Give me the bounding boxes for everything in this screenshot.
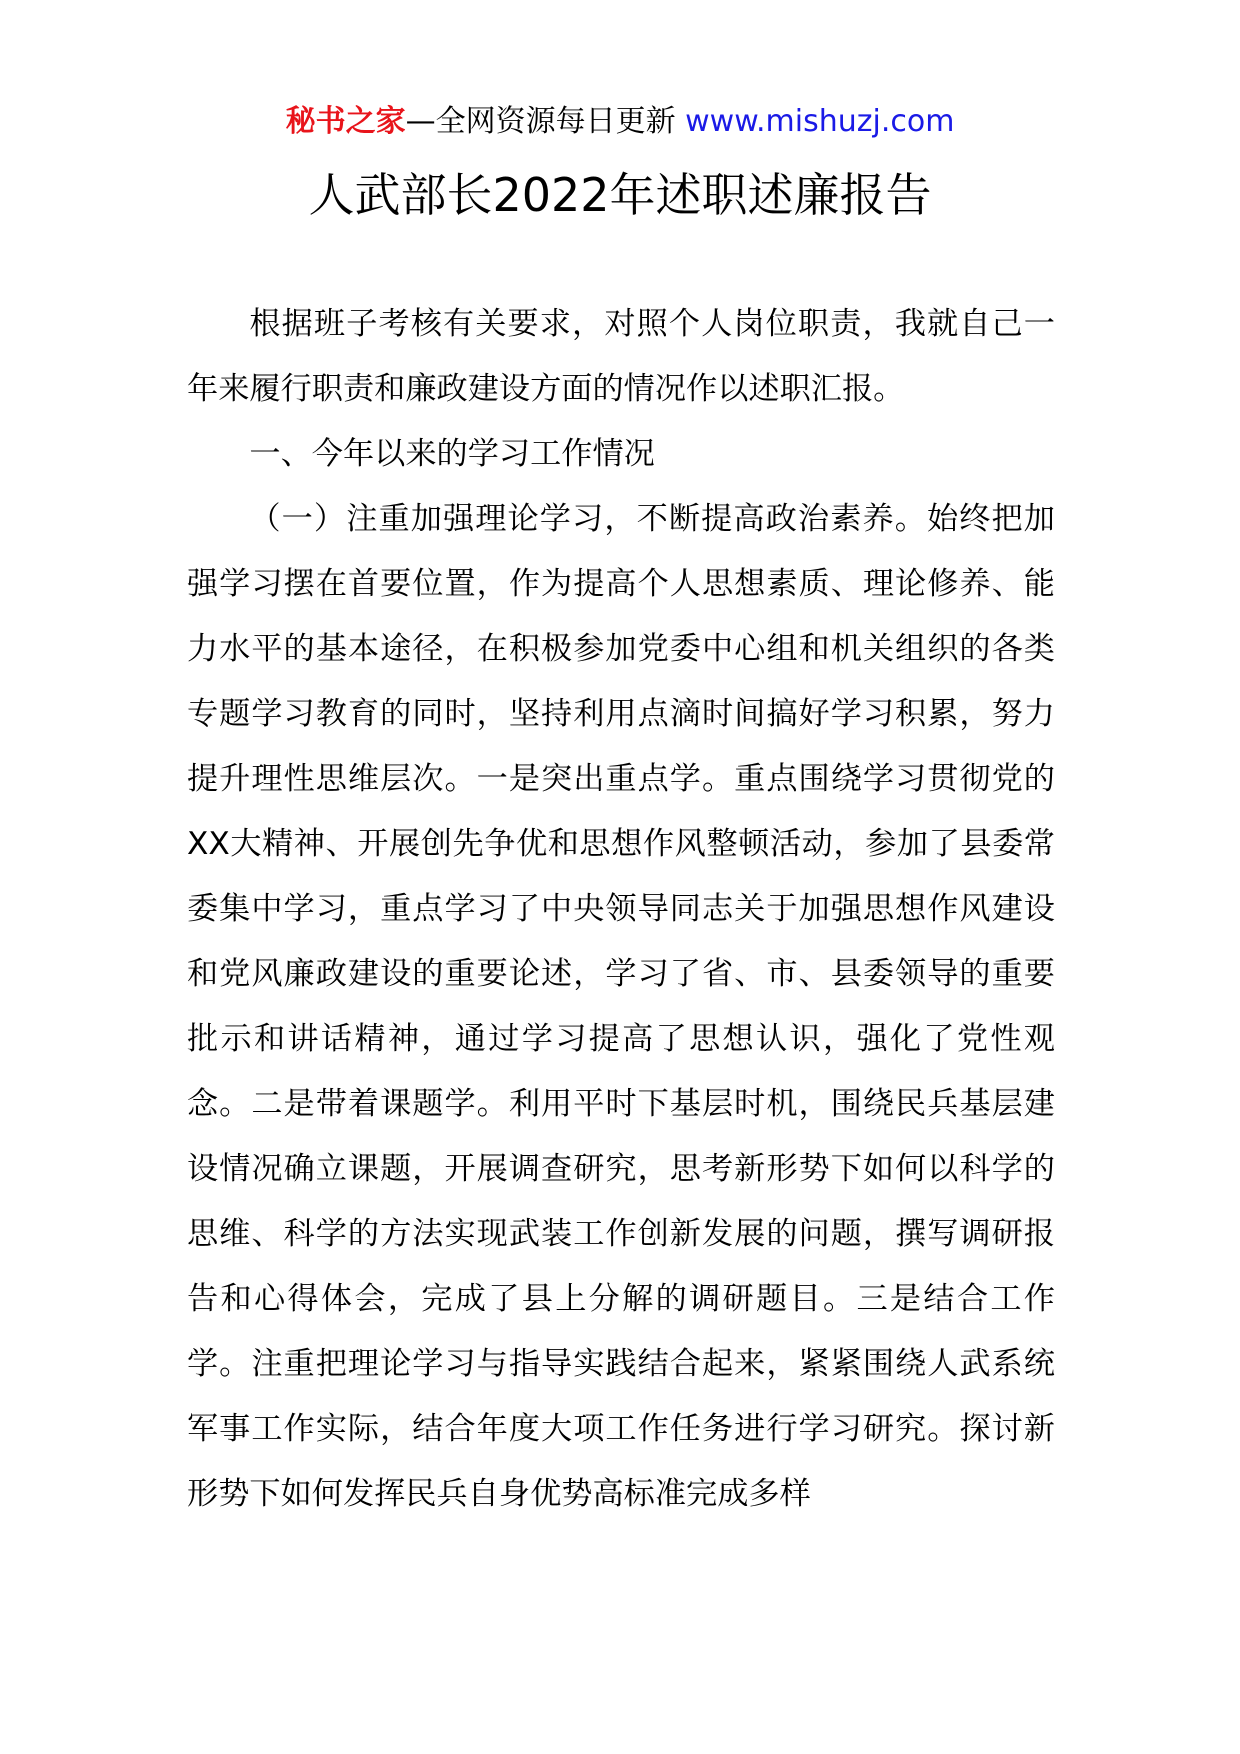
brand-name: 秘书之家 <box>285 104 406 139</box>
site-url-link[interactable]: www.mishuzj.com <box>685 104 955 139</box>
body-paragraph: （一）注重加强理论学习，不断提高政治素养。始终把加强学习摆在首要位置，作为提高个人思想素质、理论修养、能力水平的基本途径，在积极参加党委中心组和机关组织的各类专题学习教育的同时，坚持利用点滴时间搞好学习积累，努力提升理性思维层次。一是突出重点学。重点围绕学习贯彻党的XX大精神、开展创先争优和思想作风整顿活动，参加了县委常委集中学习，重点学习了中央领导同志关于加强思想作风建设和党风廉政建设的重要论述，学习了省、市、县委领导的重要批示和讲话精神，通过学习提高了思想认识，强化了党性观念。二是带着课题学。利用平时下基层时机，围绕民兵基层建设情况确立课题，开展调查研究，思考新形势下如何以科学的思维、科学的方法实现武装工作创新发展的问题，撰写调研报告和心得体会，完成了县上分解的调研题目。三是结合工作学。注重把理论学习与指导实践结合起来，紧紧围绕人武系统军事工作实际，结合年度大项工作任务进行学习研究。探讨新形势下如何发挥民兵自身优势高标准完成多样 <box>187 501 1055 1512</box>
section-heading: 一、今年以来的学习工作情况 <box>249 436 655 472</box>
document-title: 人武部长2022年述职述廉报告 <box>308 168 932 222</box>
intro-paragraph: 根据班子考核有关要求，对照个人岗位职责，我就自己一年来履行职责和廉政建设方面的情况作以述职汇报。 <box>187 306 1055 407</box>
document-body <box>187 292 1055 1527</box>
header-tagline: —全网资源每日更新 <box>405 104 676 139</box>
watermark-header <box>0 100 1240 144</box>
